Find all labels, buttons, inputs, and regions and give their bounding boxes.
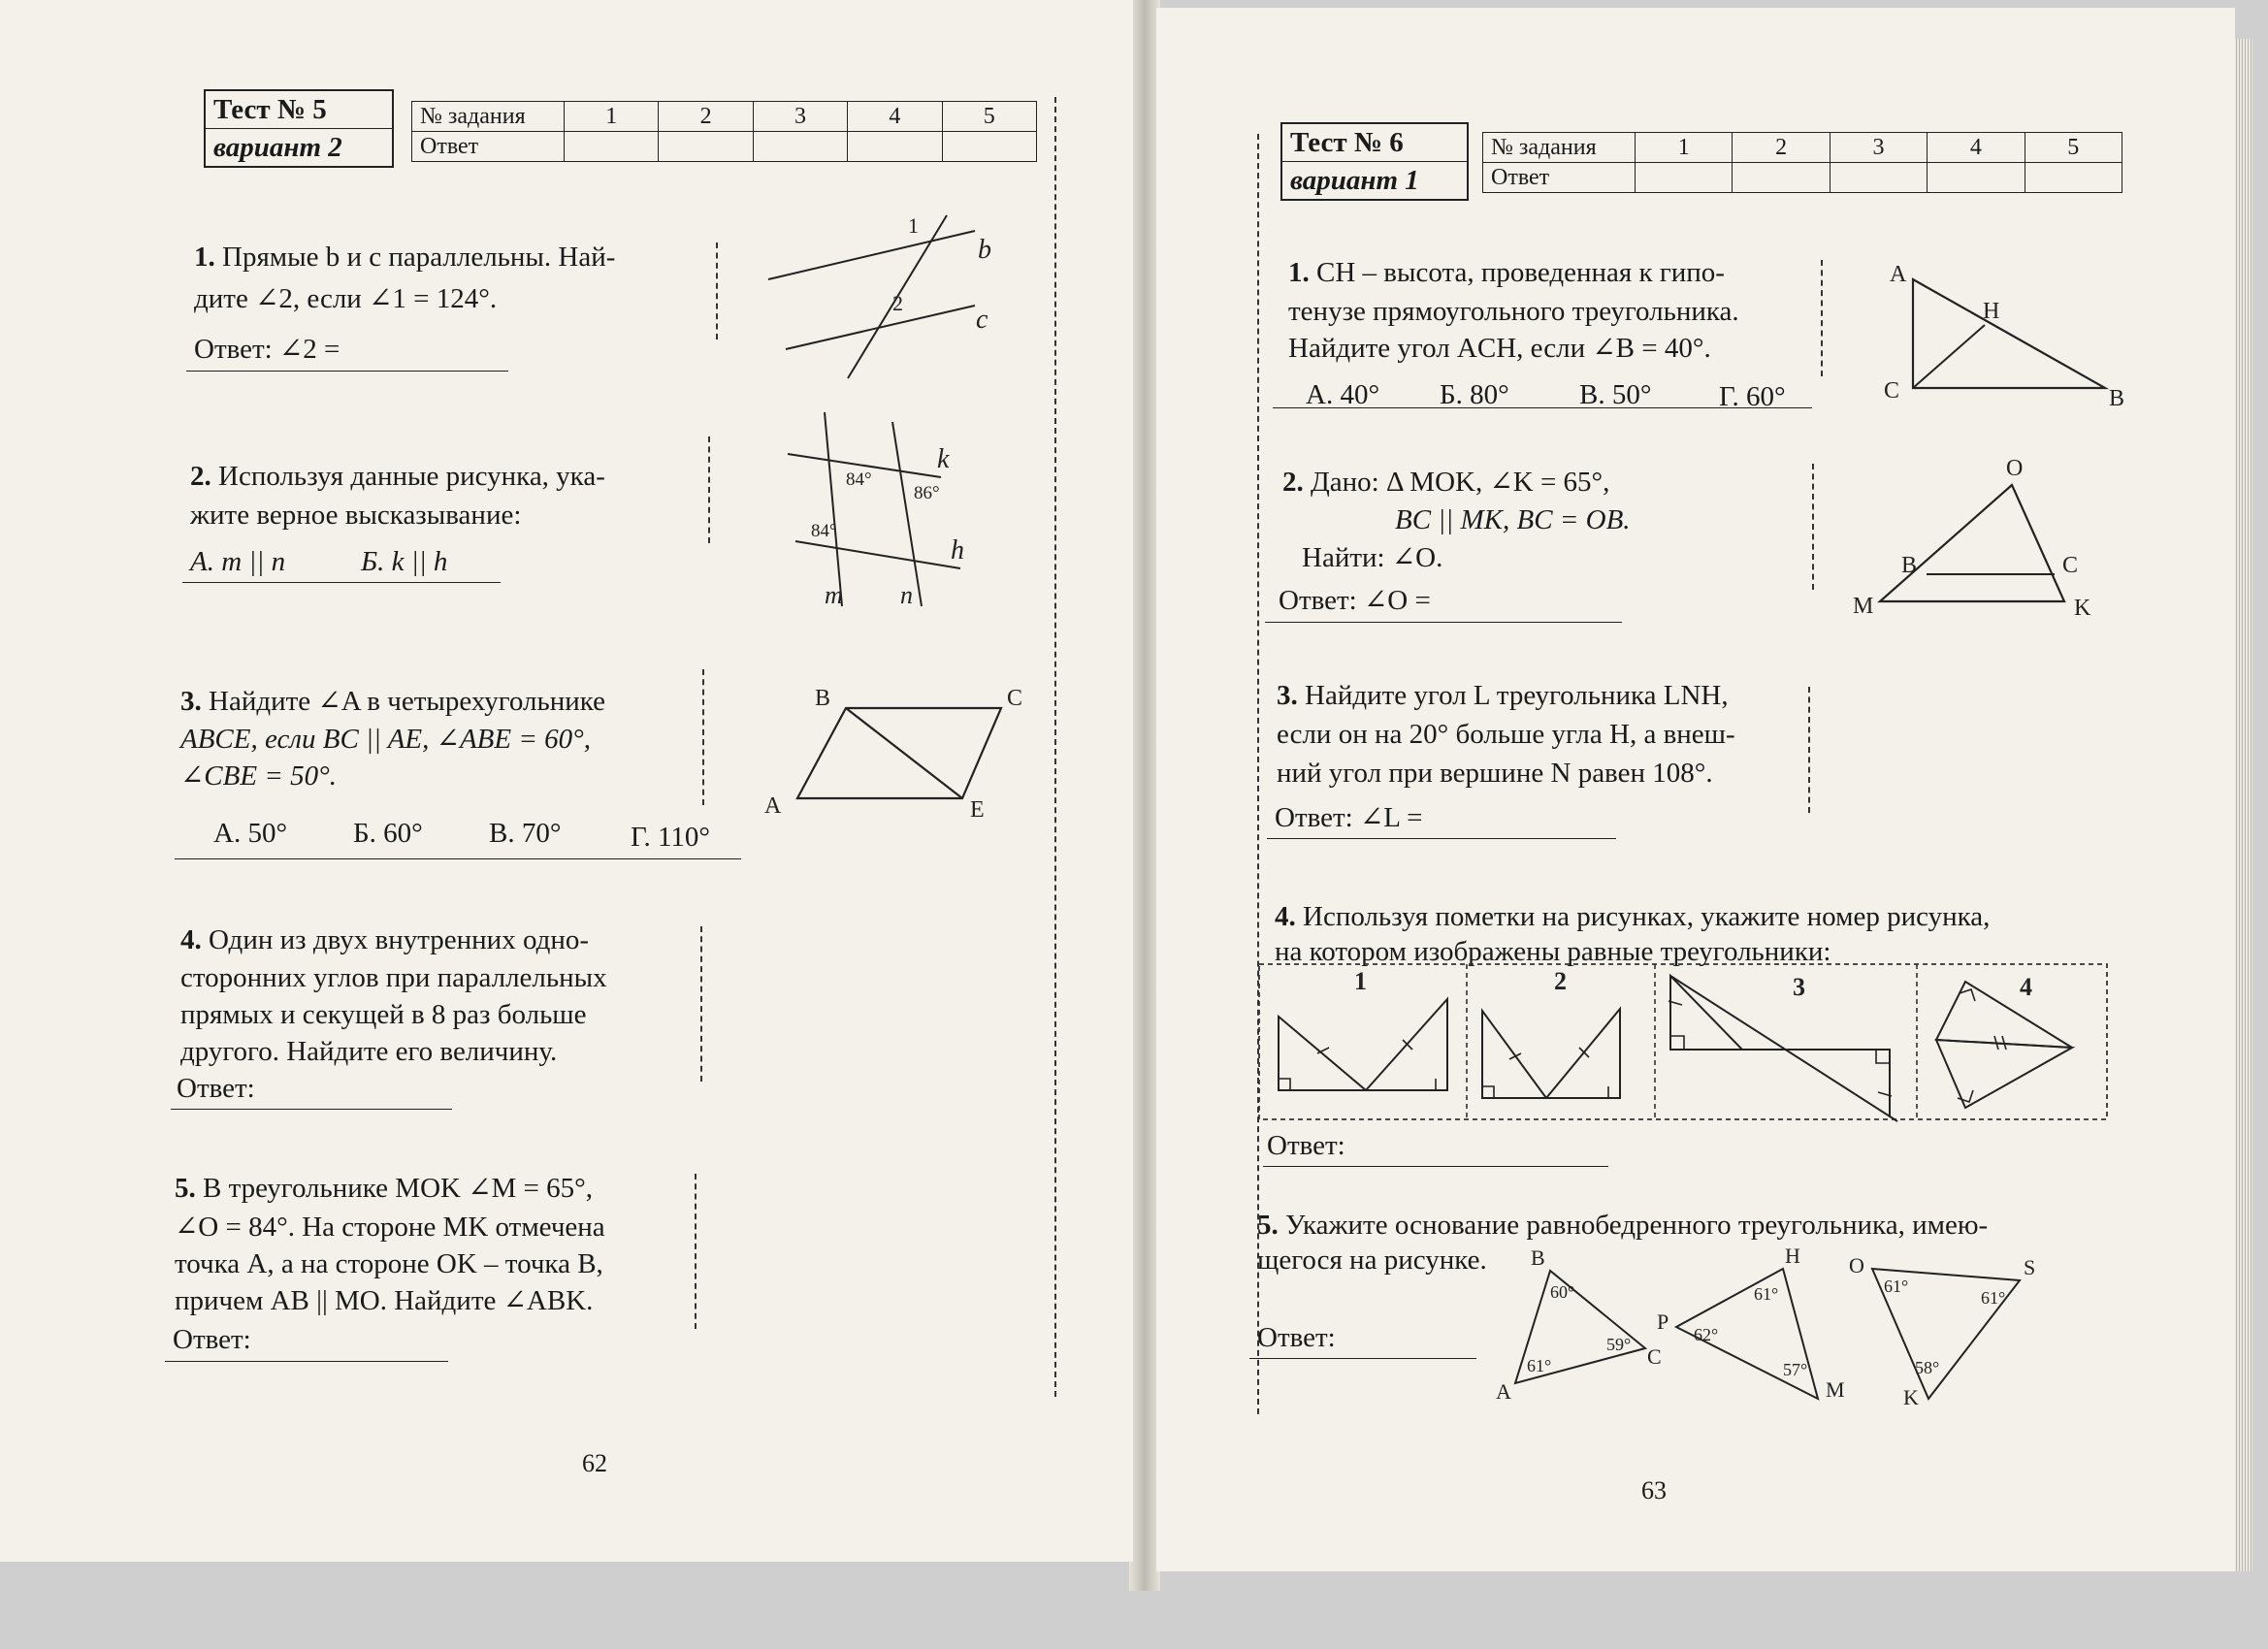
- question-1: 1. CH – высота, проведенная к гипо-: [1288, 257, 1725, 288]
- divider: [1808, 687, 1810, 813]
- option-b[interactable]: Б. k || h: [361, 546, 448, 577]
- task-number-label: № задания: [412, 102, 565, 132]
- answer-row-label: Ответ: [1483, 163, 1636, 193]
- svg-text:E: E: [970, 797, 985, 823]
- svg-text:H: H: [1785, 1244, 1800, 1268]
- svg-text:60°: 60°: [1550, 1282, 1575, 1302]
- question-5-line3: точка A, а на стороне OK – точка B,: [175, 1248, 603, 1279]
- option-a[interactable]: А. 40°: [1306, 379, 1380, 410]
- question-2-line2: жите верное высказывание:: [190, 500, 522, 531]
- svg-text:2: 2: [892, 291, 903, 315]
- question-4: 4. Используя пометки на рисунках, укажите номер рисунка,: [1275, 901, 1991, 932]
- svg-text:P: P: [1657, 1310, 1669, 1334]
- svg-text:B: B: [1531, 1245, 1545, 1270]
- svg-text:B: B: [815, 686, 831, 711]
- question-5: 5. Укажите основание равнобедренного треугольника, имею-: [1257, 1210, 1989, 1241]
- svg-text:h: h: [951, 535, 964, 566]
- option-a[interactable]: А. m || n: [190, 546, 286, 577]
- svg-text:1: 1: [908, 213, 919, 238]
- answer-label: Ответ: ∠2 =: [194, 334, 340, 365]
- svg-text:1: 1: [1354, 967, 1367, 995]
- svg-text:62°: 62°: [1694, 1325, 1719, 1344]
- task-number: 3: [1830, 133, 1927, 163]
- svg-text:2: 2: [1554, 967, 1567, 995]
- answer-table: [411, 101, 1037, 162]
- answer-line[interactable]: [186, 371, 508, 372]
- task-number: 4: [1928, 133, 2025, 163]
- answer-cell[interactable]: [659, 132, 753, 162]
- answer-label: Ответ: ∠O =: [1279, 585, 1431, 616]
- triangle-mok-figure: [1841, 456, 2122, 621]
- question-4: 4. Один из двух внутренних одно-: [180, 924, 590, 955]
- question-3-line3: ∠CBE = 50°.: [180, 760, 337, 792]
- divider: [695, 1174, 697, 1329]
- answer-line[interactable]: [1273, 407, 1812, 408]
- svg-text:C: C: [2062, 553, 2079, 578]
- option-c[interactable]: В. 50°: [1579, 379, 1652, 410]
- question-4-line2: сторонних углов при параллельных: [180, 962, 607, 993]
- svg-text:m: m: [825, 581, 843, 609]
- answer-label: Ответ:: [1257, 1322, 1336, 1353]
- question-3: 3. Найдите угол L треугольника LNH,: [1277, 680, 1729, 711]
- svg-text:O: O: [1849, 1253, 1864, 1277]
- svg-text:O: O: [2006, 456, 2024, 481]
- svg-text:S: S: [2024, 1255, 2036, 1279]
- svg-text:B: B: [1901, 553, 1918, 578]
- question-1-line2: тенузе прямоугольного треугольника.: [1288, 296, 1739, 327]
- svg-text:C: C: [1647, 1344, 1662, 1369]
- answer-row-label: Ответ: [412, 132, 565, 162]
- answer-line[interactable]: [1263, 1166, 1608, 1167]
- test-variant: вариант 1: [1282, 161, 1467, 199]
- answer-label: Ответ:: [177, 1073, 255, 1104]
- cut-line: [1054, 97, 1056, 1397]
- answer-line[interactable]: [171, 1109, 452, 1110]
- svg-text:61°: 61°: [1884, 1277, 1909, 1296]
- svg-text:B: B: [2109, 386, 2125, 411]
- page-number: 63: [1641, 1476, 1667, 1504]
- svg-text:b: b: [978, 235, 991, 265]
- question-3: 3. Найдите ∠A в четырехугольнике: [180, 686, 606, 717]
- svg-text:n: n: [900, 581, 913, 609]
- answer-line[interactable]: [165, 1361, 448, 1362]
- task-number: 1: [1636, 133, 1733, 163]
- test-title-box: [1280, 122, 1469, 201]
- answer-cell[interactable]: [753, 132, 847, 162]
- question-4-line3: прямых и секущей в 8 раз больше: [180, 999, 587, 1030]
- transversal-lines-figure: [776, 407, 989, 611]
- svg-text:61°: 61°: [1527, 1356, 1552, 1375]
- answer-cell[interactable]: [565, 132, 659, 162]
- answer-label: Ответ:: [173, 1324, 251, 1355]
- question-2-line2: BC || MK, BC = OB.: [1395, 504, 1631, 535]
- task-number: 3: [753, 102, 847, 132]
- right-triangle-figure: [1872, 262, 2125, 411]
- svg-text:K: K: [1903, 1385, 1919, 1409]
- task-number-label: № задания: [1483, 133, 1636, 163]
- question-3-line2: если он на 20° больше угла H, а внеш-: [1277, 719, 1735, 750]
- right-page: [1156, 8, 2235, 1571]
- answer-line[interactable]: [1265, 622, 1622, 623]
- question-4-line4: другого. Найдите его величину.: [180, 1036, 558, 1067]
- svg-text:k: k: [937, 444, 950, 474]
- task-number: 2: [659, 102, 753, 132]
- triangles-figures: [1257, 962, 2111, 1132]
- option-c[interactable]: В. 70°: [489, 818, 562, 849]
- answer-label: Ответ: ∠L =: [1275, 802, 1423, 833]
- svg-text:57°: 57°: [1783, 1360, 1808, 1379]
- test-variant: вариант 2: [206, 128, 392, 166]
- parallel-lines-figure: [757, 204, 999, 359]
- divider: [700, 926, 702, 1082]
- task-number: 2: [1733, 133, 1830, 163]
- svg-text:4: 4: [2020, 973, 2032, 1001]
- task-number: 1: [565, 102, 659, 132]
- divider: [1812, 464, 1814, 590]
- isosceles-triangles-figure: [1496, 1240, 2136, 1409]
- question-4-line2: на котором изображены равные треугольники:: [1275, 936, 1831, 967]
- task-number: 5: [2025, 133, 2122, 163]
- answer-cell[interactable]: [1636, 163, 1733, 193]
- svg-text:61°: 61°: [1981, 1288, 2006, 1308]
- answer-cell[interactable]: [1928, 163, 2025, 193]
- question-5-line2: щегося на рисунке.: [1257, 1245, 1487, 1276]
- divider: [1821, 260, 1823, 376]
- question-1: 1. Прямые b и c параллельны. Най-: [194, 242, 616, 273]
- svg-text:c: c: [976, 305, 988, 335]
- question-1-line3: Найдите угол ACH, если ∠B = 40°.: [1288, 333, 1711, 364]
- answer-cell[interactable]: [1733, 163, 1830, 193]
- quadrilateral-figure: [759, 684, 1040, 829]
- svg-text:A: A: [1890, 262, 1907, 287]
- svg-text:84°: 84°: [811, 521, 837, 541]
- option-b[interactable]: Б. 80°: [1440, 379, 1509, 410]
- answer-line[interactable]: [1267, 838, 1616, 839]
- svg-text:C: C: [1007, 686, 1023, 711]
- task-number: 4: [848, 102, 942, 132]
- answer-label: Ответ:: [1267, 1130, 1345, 1161]
- option-d[interactable]: Г. 60°: [1719, 381, 1786, 412]
- test-title-box: [204, 89, 394, 168]
- svg-text:K: K: [2074, 596, 2091, 621]
- svg-text:58°: 58°: [1915, 1358, 1940, 1377]
- svg-text:A: A: [764, 793, 782, 819]
- answer-line[interactable]: [175, 858, 741, 859]
- page-number: 62: [582, 1449, 607, 1477]
- divider: [716, 242, 718, 340]
- divider: [708, 436, 710, 543]
- option-d[interactable]: Г. 110°: [631, 822, 711, 853]
- left-page: [0, 0, 1133, 1562]
- test-title: Тест № 6: [1290, 127, 1404, 158]
- option-b[interactable]: Б. 60°: [353, 818, 423, 849]
- divider: [702, 669, 704, 805]
- test-title: Тест № 5: [213, 94, 327, 125]
- question-5-line2: ∠O = 84°. На стороне MK отмечена: [175, 1212, 605, 1243]
- answer-cell[interactable]: [1830, 163, 1927, 193]
- svg-text:H: H: [1983, 299, 2000, 324]
- answer-line[interactable]: [182, 582, 501, 583]
- answer-cell[interactable]: [2025, 163, 2122, 193]
- svg-text:61°: 61°: [1754, 1284, 1779, 1304]
- svg-text:3: 3: [1793, 973, 1805, 1001]
- svg-text:59°: 59°: [1606, 1335, 1632, 1354]
- answer-cell[interactable]: [942, 132, 1036, 162]
- answer-cell[interactable]: [848, 132, 942, 162]
- question-2: 2. Используя данные рисунка, ука-: [190, 461, 605, 492]
- svg-text:M: M: [1853, 594, 1874, 619]
- svg-text:M: M: [1826, 1377, 1845, 1402]
- svg-text:84°: 84°: [846, 469, 872, 490]
- answer-table: [1482, 132, 2122, 193]
- question-2: 2. Дано: Δ MOK, ∠K = 65°,: [1282, 467, 1610, 498]
- task-number: 5: [942, 102, 1036, 132]
- svg-text:86°: 86°: [914, 483, 940, 503]
- svg-text:C: C: [1884, 378, 1900, 404]
- answer-line[interactable]: [1249, 1358, 1476, 1359]
- option-a[interactable]: А. 50°: [213, 818, 288, 849]
- question-5-line4: причем AB || MO. Найдите ∠ABK.: [175, 1285, 594, 1316]
- question-3-line3: ний угол при вершине N равен 108°.: [1277, 758, 1713, 789]
- question-3-line2: ABCE, если BC || AE, ∠ABE = 60°,: [180, 724, 592, 755]
- svg-text:A: A: [1496, 1379, 1511, 1404]
- question-5: 5. В треугольнике MOK ∠M = 65°,: [175, 1173, 593, 1204]
- question-2-line3: Найти: ∠O.: [1302, 542, 1443, 573]
- question-1-line2: дите ∠2, если ∠1 = 124°.: [194, 283, 498, 314]
